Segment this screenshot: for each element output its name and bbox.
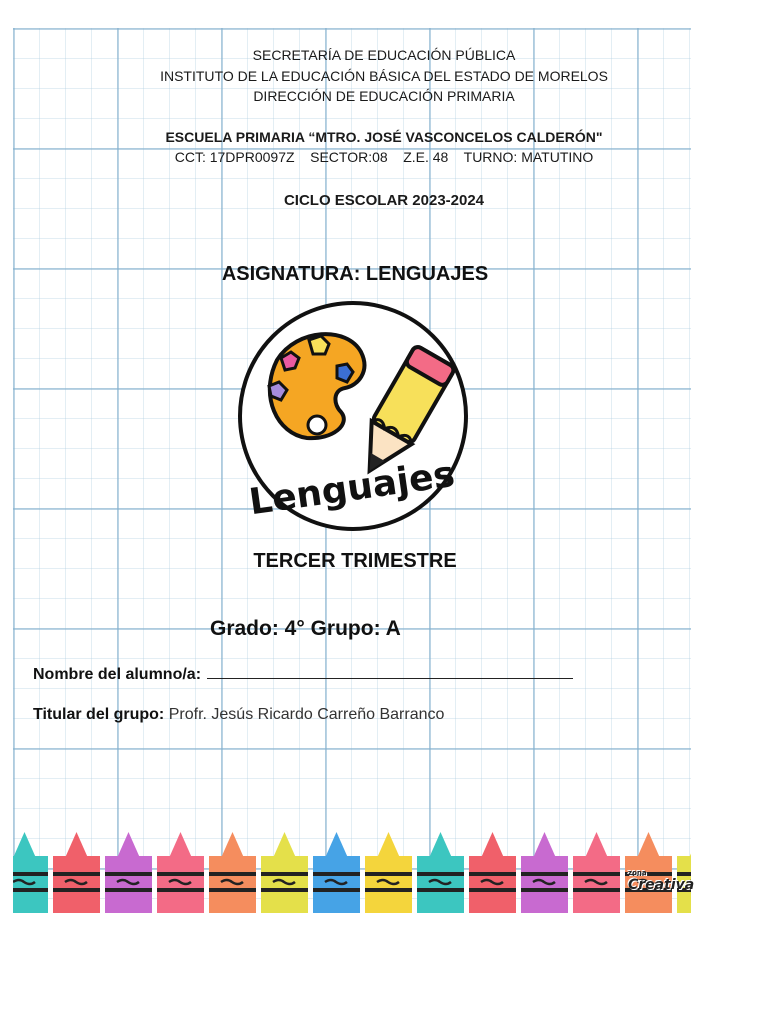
term-title: TERCER TRIMESTRE <box>253 550 457 572</box>
teacher-name: Profr. Jesús Ricardo Carreño Barranco <box>168 706 445 723</box>
crayon <box>365 832 412 913</box>
crayon <box>105 832 152 913</box>
crayon <box>313 832 360 913</box>
subject-title: ASIGNATURA: LENGUAJES <box>221 263 489 285</box>
crayon <box>261 832 308 913</box>
crayon <box>469 832 516 913</box>
school-cycle: CICLO ESCOLAR 2023-2024 <box>283 192 485 209</box>
logo-lettering: Lenguajes <box>246 453 458 524</box>
teacher-row <box>33 706 444 724</box>
student-name-blank <box>207 664 573 679</box>
header-line-direction: DIRECCIÓN DE EDUCACIÓN PRIMARIA <box>253 88 515 104</box>
school-name: ESCUELA PRIMARIA “MTRO. JOSÉ VASCONCELOS CALDERÓN" <box>165 129 603 145</box>
crayon <box>209 832 256 913</box>
school-codes: CCT: 17DPR0097Z SECTOR:08 Z.E. 48 TURNO: MATUTINO <box>174 149 594 165</box>
grade-group: Grado: 4° Grupo: A <box>210 617 401 640</box>
lenguajes-logo <box>237 300 469 532</box>
crayon <box>573 832 620 913</box>
brand-watermark: zona Creativa <box>628 869 695 893</box>
student-name-label: Nombre del alumno/a: <box>33 666 202 683</box>
crayon <box>53 832 100 913</box>
crayon <box>13 832 48 913</box>
teacher-label: Titular del grupo: <box>33 706 165 723</box>
header-line-sep: SECRETARÍA DE EDUCACIÓN PÚBLICA <box>252 47 516 63</box>
crayon-border <box>13 828 691 913</box>
header-line-institute: INSTITUTO DE LA EDUCACIÓN BÁSICA DEL ESTADO DE MORELOS <box>160 68 608 84</box>
student-name-row <box>33 664 573 684</box>
crayon <box>521 832 568 913</box>
crayon <box>157 832 204 913</box>
crayon <box>417 832 464 913</box>
